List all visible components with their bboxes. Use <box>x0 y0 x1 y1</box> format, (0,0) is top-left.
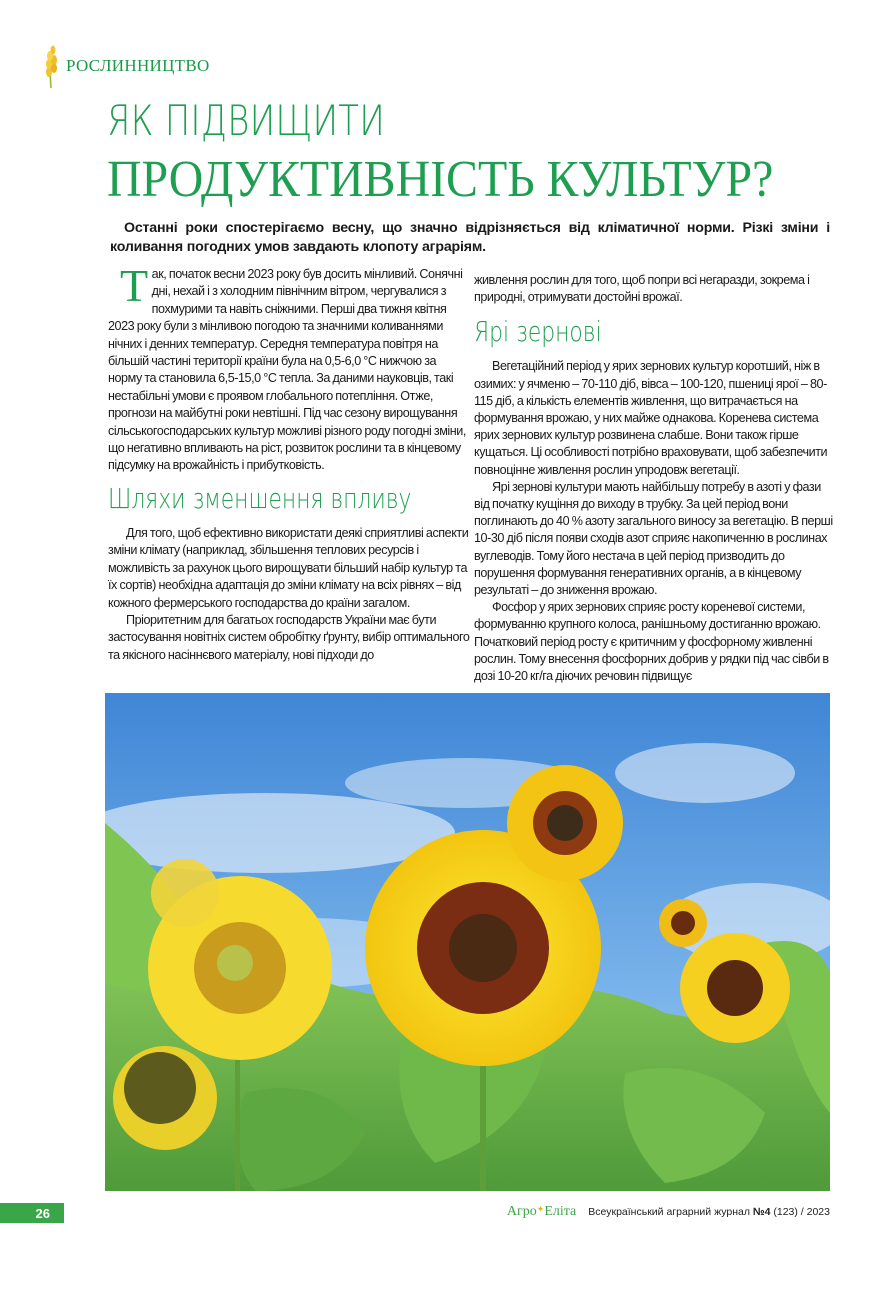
column-left <box>108 260 472 664</box>
issue-year: / 2023 <box>800 1206 830 1218</box>
section-heading-spring-grains: Ярі зернові <box>474 315 602 349</box>
intro-text: ак, початок весни 2023 року був досить мінливий. Сонячні дні, нехай і з холодним північним вітром, чергувалися з похмурими та навіть сніжними. Перші два тижня квітня 2023 року були з мінливою погодою та значними коливаннями нічних і денних температур. Середня температура повітря на більшій частині території країни була на 0,5-6,0 °С нижчою за норму та становила 6,5-15,0 °С тепла. За даними науковців, такі нестабільні умови є проявом глобального потепління. Отже, прогнози на майбутні роки невтішні. Під час сезону вирощування сільськогосподарських культур можливі різного роду погодні зміни, що негативно впливають на ріст, розвиток рослини та в кінцевому підсумку на врожайність і прибутковість. <box>108 267 466 473</box>
column-right <box>474 272 838 685</box>
issue-total: (123) <box>773 1206 798 1218</box>
article-title-line2: ПРОДУКТИВНІСТЬ КУЛЬТУР? <box>107 151 774 208</box>
brand-logo <box>507 1204 576 1220</box>
page-number: 26 <box>0 1203 64 1223</box>
footer-masthead <box>507 1204 830 1220</box>
paragraph: Вегетаційний період у ярих зернових культур коротший, ніж в озимих: у ячменю – 70-110 діб, вівса – 100-120, пшениці ярої – 80-115 діб, а кількість елементів живлення, що витрачається на формування врожаю, у них майже однакова. Коренева система ярих зернових культур розвинена слабше. Вони також гірше кущаться. Ці особливості потрібно враховувати, щоб забезпечити повноцінне живлення рослин упродовж вегетації. <box>474 359 828 477</box>
paragraph: Фосфор у ярих зернових сприяє росту кореневої системи, формуванню крупного колоса, ранішньому достиганню врожаю. Початковий період росту є критичним у фосфорному живленні рослин. Тому внесення фосфорних добрив у рядки під час сівби в дозі 10-20 кг/га діючих речовин підвищує <box>474 600 829 684</box>
sunflower-right <box>680 933 790 1043</box>
journal-info <box>588 1206 830 1218</box>
sunflowers-photo <box>105 693 830 1191</box>
article-lead: Останні роки спостерігаємо весну, що значно відрізняється від кліматичної норми. Різкі зміни і коливання погодних умов завдають клопоту аграріям. <box>110 220 830 255</box>
section-heading-impact: Шляхи зменшення впливу <box>108 481 412 515</box>
sunflower-bottom-left <box>113 1046 217 1150</box>
section-tag <box>40 42 210 90</box>
paragraph: Ярі зернові культури мають найбільшу потребу в азоті у фази від початку кущіння до виходу в трубку. За цей період вони поглинають до 40 % азоту загального виносу за вегетацію. В перші 10-30 діб після появи сходів азот сприяє накопиченню в рослинах вуглеводів. Тому його нестача в цей період призводить до порушення формування генеративних органів, а в кінцевому результаті – до зниження врожаю. <box>474 479 833 598</box>
drop-cap: Т <box>120 260 148 311</box>
article-title-line1: ЯК ПІДВИЩИТИ <box>107 96 386 145</box>
sunflower-small <box>659 899 707 947</box>
sunflower-top <box>507 765 623 881</box>
wheat-icon <box>40 42 62 90</box>
journal-name: Всеукраїнський аграрний журнал <box>588 1206 750 1218</box>
section-label: РОСЛИННИЦТВО <box>66 56 210 75</box>
paragraph-continued: живлення рослин для того, щоб попри всі негаразди, зокрема і природні, отримувати достойні врожаї. <box>474 273 810 305</box>
brand-right: Еліта <box>544 1204 577 1219</box>
intro-paragraph <box>108 260 472 475</box>
paragraph: Пріоритетним для багатьох господарств України має бути застосування новітніх систем обробітку ґрунту, вибір оптимального та якісного насіннєвого матеріалу, нові підходи до <box>108 612 470 662</box>
issue-number: №4 <box>752 1206 771 1218</box>
star-icon: ✦ <box>536 1204 545 1214</box>
brand-left: Агро <box>506 1204 537 1219</box>
sunflowers-illustration <box>105 693 830 1191</box>
paragraph: Для того, щоб ефективно використати деякі сприятливі аспекти зміни клімату (наприклад, збільшення теплових ресурсів і можливість за рахунок цього вирощувати більший набір культур та їх сортів) необхідна адаптація до зміни клімату на всіх рівнях – від кожного фермерського господарства до країни загалом. <box>108 525 469 610</box>
